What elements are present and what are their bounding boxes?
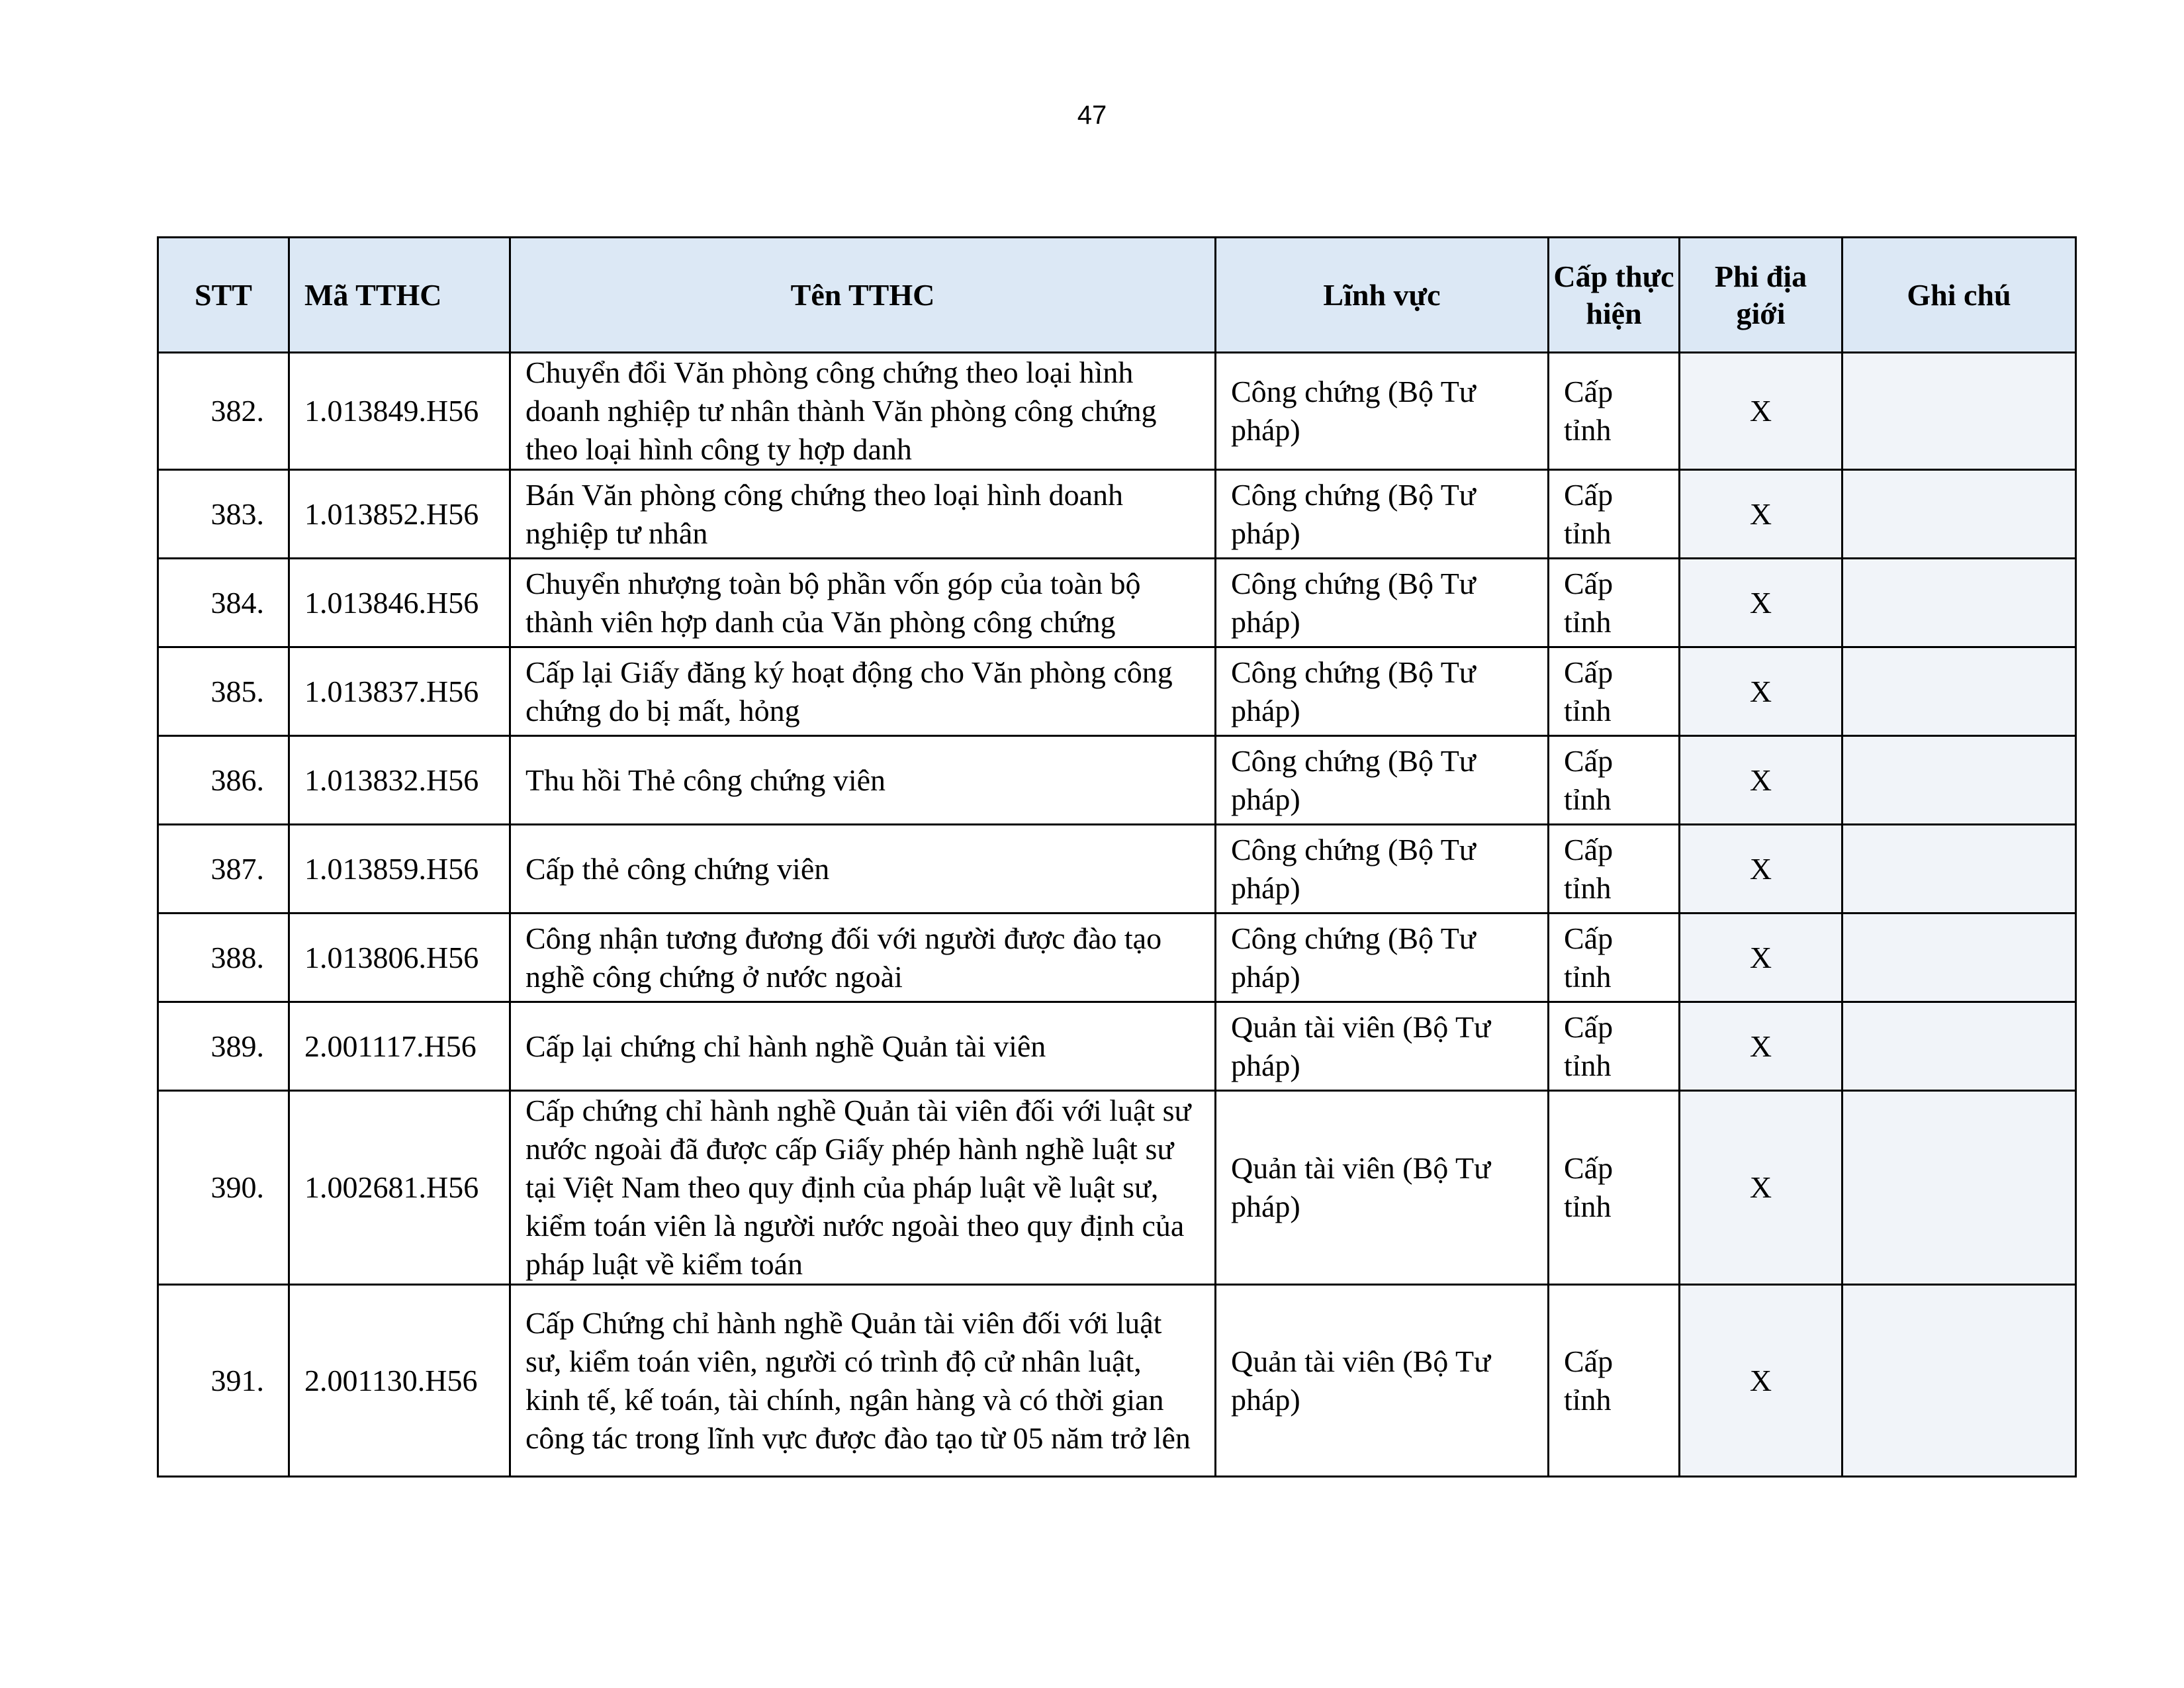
cell-level: Cấp tỉnh [1549, 825, 1680, 914]
cell-field: Công chứng (Bộ Tư pháp) [1216, 559, 1549, 647]
cell-note [1843, 559, 2076, 647]
cell-name: Chuyển nhượng toàn bộ phần vốn góp của toàn bộ thành viên hợp danh của Văn phòng công chứng [510, 559, 1216, 647]
table-header-row [158, 238, 2076, 353]
table-row [158, 914, 2076, 1002]
cell-stt: 389. [158, 1002, 289, 1091]
header-field: Lĩnh vực [1216, 238, 1549, 353]
cell-level: Cấp tỉnh [1549, 559, 1680, 647]
cell-note [1843, 914, 2076, 1002]
cell-stt: 388. [158, 914, 289, 1002]
cell-flag: X [1680, 825, 1843, 914]
cell-level: Cấp tỉnh [1549, 1091, 1680, 1285]
table-row [158, 1091, 2076, 1285]
cell-name: Cấp thẻ công chứng viên [510, 825, 1216, 914]
cell-level: Cấp tỉnh [1549, 736, 1680, 825]
cell-field: Công chứng (Bộ Tư pháp) [1216, 736, 1549, 825]
cell-code: 1.013846.H56 [289, 559, 510, 647]
cell-flag: X [1680, 1285, 1843, 1477]
cell-field: Công chứng (Bộ Tư pháp) [1216, 825, 1549, 914]
cell-name: Thu hồi Thẻ công chứng viên [510, 736, 1216, 825]
cell-level: Cấp tỉnh [1549, 914, 1680, 1002]
header-code: Mã TTHC [289, 238, 510, 353]
cell-stt: 390. [158, 1091, 289, 1285]
cell-field: Công chứng (Bộ Tư pháp) [1216, 914, 1549, 1002]
page-number: 47 [1077, 101, 1107, 130]
cell-code: 1.013849.H56 [289, 353, 510, 470]
cell-code: 1.002681.H56 [289, 1091, 510, 1285]
cell-note [1843, 470, 2076, 559]
cell-note [1843, 353, 2076, 470]
cell-flag: X [1680, 1002, 1843, 1091]
procedure-table [157, 236, 2077, 1477]
cell-field: Công chứng (Bộ Tư pháp) [1216, 470, 1549, 559]
cell-note [1843, 647, 2076, 736]
cell-stt: 383. [158, 470, 289, 559]
cell-flag: X [1680, 559, 1843, 647]
table-row [158, 825, 2076, 914]
cell-note [1843, 1285, 2076, 1477]
cell-code: 1.013832.H56 [289, 736, 510, 825]
cell-flag: X [1680, 736, 1843, 825]
cell-code: 2.001117.H56 [289, 1002, 510, 1091]
cell-flag: X [1680, 914, 1843, 1002]
cell-stt: 387. [158, 825, 289, 914]
cell-note [1843, 1002, 2076, 1091]
cell-field: Quản tài viên (Bộ Tư pháp) [1216, 1002, 1549, 1091]
cell-code: 1.013837.H56 [289, 647, 510, 736]
cell-name: Công nhận tương đương đối với người được đào tạo nghề công chứng ở nước ngoài [510, 914, 1216, 1002]
cell-name: Cấp lại chứng chỉ hành nghề Quản tài viên [510, 1002, 1216, 1091]
cell-name: Cấp chứng chỉ hành nghề Quản tài viên đối với luật sư nước ngoài đã được cấp Giấy phép hành nghề luật sư tại Việt Nam theo quy định của pháp luật về luật sư, kiểm toán viên là người nước ngoài theo quy định của pháp luật về kiểm toán [510, 1091, 1216, 1285]
header-level: Cấp thực hiện [1549, 238, 1680, 353]
cell-stt: 386. [158, 736, 289, 825]
cell-flag: X [1680, 1091, 1843, 1285]
cell-note [1843, 736, 2076, 825]
cell-level: Cấp tỉnh [1549, 647, 1680, 736]
cell-flag: X [1680, 647, 1843, 736]
header-stt: STT [158, 238, 289, 353]
cell-code: 1.013852.H56 [289, 470, 510, 559]
cell-name: Cấp lại Giấy đăng ký hoạt động cho Văn phòng công chứng do bị mất, hỏng [510, 647, 1216, 736]
cell-field: Công chứng (Bộ Tư pháp) [1216, 353, 1549, 470]
cell-level: Cấp tỉnh [1549, 1285, 1680, 1477]
table-row [158, 470, 2076, 559]
cell-note [1843, 1091, 2076, 1285]
cell-name: Cấp Chứng chỉ hành nghề Quản tài viên đối với luật sư, kiểm toán viên, người có trình độ cử nhân luật, kinh tế, kế toán, tài chính, ngân hàng và có thời gian công tác trong lĩnh vực được đào tạo từ 05 năm trở lên [510, 1285, 1216, 1477]
header-note: Ghi chú [1843, 238, 2076, 353]
cell-level: Cấp tỉnh [1549, 470, 1680, 559]
cell-field: Quản tài viên (Bộ Tư pháp) [1216, 1285, 1549, 1477]
cell-flag: X [1680, 470, 1843, 559]
header-flag: Phi địa giới [1680, 238, 1843, 353]
cell-field: Công chứng (Bộ Tư pháp) [1216, 647, 1549, 736]
cell-code: 1.013806.H56 [289, 914, 510, 1002]
cell-name: Bán Văn phòng công chứng theo loại hình doanh nghiệp tư nhân [510, 470, 1216, 559]
cell-code: 2.001130.H56 [289, 1285, 510, 1477]
cell-note [1843, 825, 2076, 914]
cell-flag: X [1680, 353, 1843, 470]
cell-stt: 382. [158, 353, 289, 470]
cell-level: Cấp tỉnh [1549, 1002, 1680, 1091]
cell-code: 1.013859.H56 [289, 825, 510, 914]
table-row [158, 353, 2076, 470]
table-row [158, 736, 2076, 825]
cell-field: Quản tài viên (Bộ Tư pháp) [1216, 1091, 1549, 1285]
cell-level: Cấp tỉnh [1549, 353, 1680, 470]
table-row [158, 1285, 2076, 1477]
table-row [158, 1002, 2076, 1091]
header-name: Tên TTHC [510, 238, 1216, 353]
cell-stt: 385. [158, 647, 289, 736]
cell-stt: 384. [158, 559, 289, 647]
table-row [158, 559, 2076, 647]
cell-stt: 391. [158, 1285, 289, 1477]
table-row [158, 647, 2076, 736]
cell-name: Chuyển đổi Văn phòng công chứng theo loại hình doanh nghiệp tư nhân thành Văn phòng công chứng theo loại hình công ty hợp danh [510, 353, 1216, 470]
